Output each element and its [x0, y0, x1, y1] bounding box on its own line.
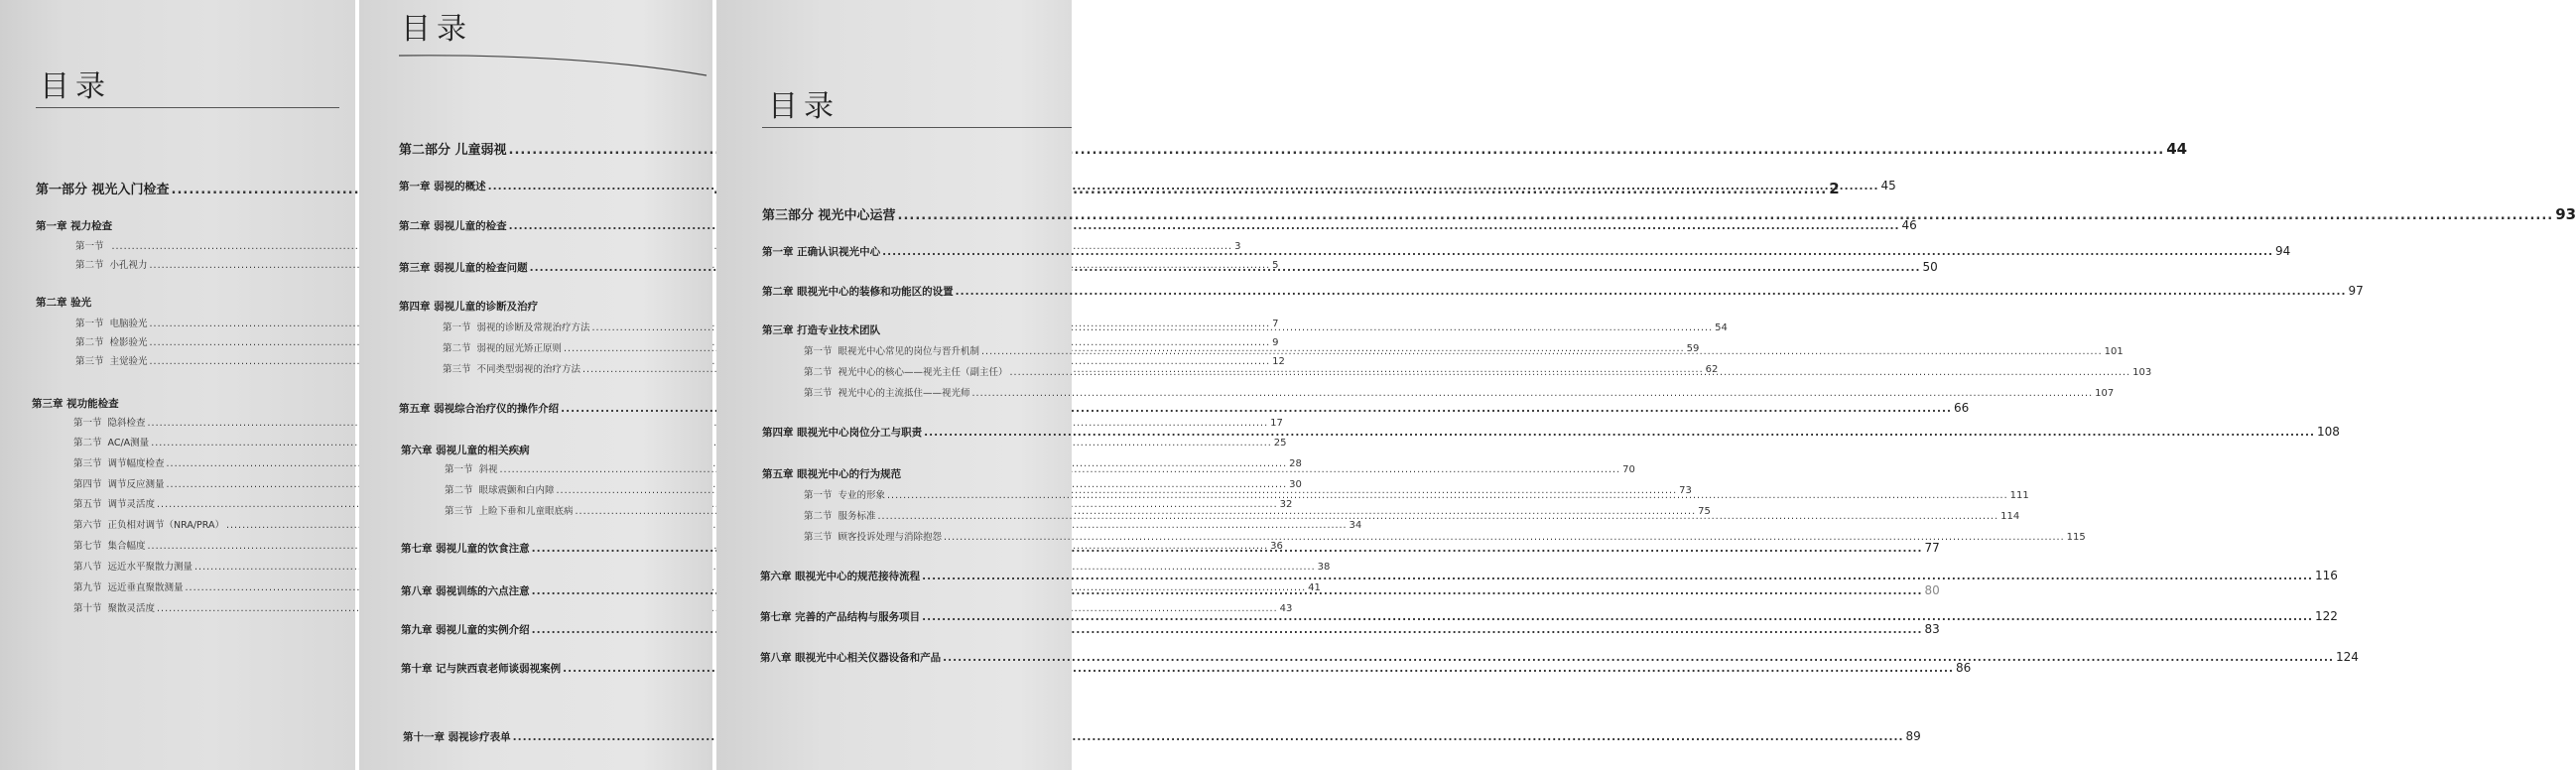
toc-chapter-heading[interactable]: [32, 396, 119, 411]
section-number: 第三节: [75, 356, 104, 367]
page-number: 30: [1289, 479, 1302, 490]
page-number: 43: [1279, 603, 1293, 614]
toc-part-entry[interactable]: [399, 139, 2188, 158]
dot-leader: [898, 208, 2554, 223]
section-number: 第一节: [804, 346, 833, 357]
toc-section-entry[interactable]: [73, 435, 1287, 449]
toc-chapter-entry[interactable]: [399, 260, 1938, 275]
toc-chapter-entry[interactable]: [760, 609, 2338, 624]
dot-leader: [882, 246, 2273, 258]
section-title: 斜视: [478, 464, 498, 475]
chapter-label: 第六章 弱视儿童的相关疾病: [401, 445, 530, 456]
dot-leader: [956, 286, 2347, 298]
section-title: 眼球震颤和白内障: [478, 485, 555, 496]
section-number: 第四节: [73, 479, 102, 490]
section-title: 远近垂直聚散测量: [107, 582, 184, 593]
chapter-label: 第十一章 弱视诊疗表单: [403, 731, 511, 743]
section-title: 专业的形象: [837, 490, 886, 501]
section-number: 第三节: [73, 458, 102, 469]
page-number: 62: [1705, 364, 1719, 375]
section-number: 第二节: [443, 343, 471, 354]
page-number: 32: [1279, 499, 1293, 510]
page-number: 80: [1924, 583, 1940, 597]
dot-leader: [972, 388, 2094, 399]
page-title: 目录: [401, 12, 472, 47]
section-number: 第三节: [443, 364, 471, 375]
section-title: 电脑验光: [109, 319, 148, 329]
section-title: 主觉验光: [109, 356, 148, 367]
chapter-label: 第八章 眼视光中心相关仪器设备和产品: [760, 652, 942, 664]
toc-section-entry[interactable]: [73, 600, 1293, 614]
chapter-label: 第三章 打造专业技术团队: [762, 324, 881, 336]
page-number: 93: [2555, 205, 2576, 223]
section-title: 不同类型弱视的治疗方法: [476, 364, 581, 375]
chapter-label: 第一章 正确认识视光中心: [762, 246, 881, 258]
page-number: 54: [1715, 322, 1728, 333]
section-title: 聚散灵活度: [107, 603, 156, 614]
section-title: 上睑下垂和儿童眼底病: [478, 506, 574, 517]
page-number: 122: [2315, 609, 2338, 623]
page-number: 36: [1270, 541, 1283, 552]
toc-chapter-entry[interactable]: [401, 661, 1972, 676]
chapter-label: 第三章 视功能检查: [32, 398, 119, 410]
page-number: 83: [1924, 622, 1940, 636]
dot-leader: [887, 490, 2008, 501]
section-number: 第二节: [75, 337, 104, 348]
section-number: 第二节: [804, 367, 833, 378]
chapter-label: 第八章 弱视训练的六点注意: [401, 585, 530, 597]
page-number: 59: [1686, 343, 1700, 354]
section-title: 集合幅度: [107, 541, 146, 552]
page-number: 50: [1922, 260, 1938, 274]
page-number: 108: [2317, 425, 2340, 439]
toc-chapter-entry[interactable]: [762, 425, 2340, 440]
page-number: 38: [1317, 562, 1331, 573]
chapter-label: 第五章 弱视综合治疗仪的操作介绍: [399, 403, 560, 415]
dot-leader: [943, 652, 2334, 664]
section-title: 弱视的屈光矫正原则: [476, 343, 563, 354]
toc-section-entry[interactable]: [804, 385, 2115, 399]
section-title: 视光中心的主流抵住——视光师: [837, 388, 970, 399]
toc-section-entry[interactable]: [73, 517, 1362, 531]
page-number: 86: [1956, 661, 1972, 675]
toc-chapter-heading[interactable]: [36, 218, 112, 233]
toc-chapter-entry[interactable]: [762, 284, 2364, 299]
page-number: 94: [2275, 244, 2291, 258]
toc-chapter-heading[interactable]: [36, 295, 91, 310]
section-title: 远近水平聚散力测量: [107, 562, 193, 573]
section-number: 第一节: [75, 241, 104, 252]
toc-section-entry[interactable]: [73, 415, 1283, 429]
page-number: 89: [1905, 729, 1921, 743]
section-title: 眼视光中心常见的岗位与晋升机制: [837, 346, 980, 357]
page-number: 12: [1272, 356, 1285, 367]
title-divider: [36, 107, 339, 108]
toc-chapter-entry[interactable]: [401, 622, 1940, 637]
page-number: 116: [2315, 569, 2338, 582]
page-number: 115: [2066, 532, 2086, 543]
toc-chapter-entry[interactable]: [760, 650, 2359, 665]
page-title: 目录: [768, 89, 839, 124]
chapter-label: 第十章 记与陕西袁老师谈弱视案例: [401, 663, 562, 675]
page-number: 101: [2104, 346, 2124, 357]
title-divider: [359, 40, 712, 89]
toc-part-entry[interactable]: [762, 204, 2576, 223]
page-number: 34: [1349, 520, 1362, 531]
dot-leader: [922, 571, 2313, 582]
toc-section-entry[interactable]: [73, 559, 1331, 573]
chapter-label: 第四章 眼视光中心岗位分工与职责: [762, 427, 923, 439]
section-number: 第五节: [73, 499, 102, 510]
toc-section-entry[interactable]: [75, 334, 1279, 348]
chapter-label: 第二章 验光: [36, 297, 92, 309]
dot-leader: [944, 532, 2065, 543]
page-number: 46: [1901, 218, 1917, 232]
part-label: 第三部分 视光中心运营: [762, 208, 896, 223]
chapter-label: 第二章 弱视儿童的检查: [399, 220, 507, 232]
section-title: 隐斜检查: [107, 418, 146, 429]
page-number: 114: [2000, 511, 2020, 522]
page-number: 75: [1698, 506, 1711, 517]
dot-leader: [878, 511, 1999, 522]
page-number: 124: [2336, 650, 2359, 664]
section-title: 调节灵活度: [107, 499, 156, 510]
page-number: 97: [2348, 284, 2364, 298]
toc-chapter-entry[interactable]: [762, 244, 2291, 259]
section-title: 小孔视力: [109, 260, 148, 271]
page-title: 目录: [40, 69, 111, 104]
section-number: 第十节: [73, 603, 102, 614]
page-number: 77: [1924, 541, 1940, 555]
page-number: 66: [1954, 401, 1970, 415]
section-number: 第八节: [73, 562, 102, 573]
section-number: 第二节: [75, 260, 104, 271]
page-number: 28: [1289, 458, 1302, 469]
section-number: 第一节: [73, 418, 102, 429]
page-number: 111: [2009, 490, 2029, 501]
toc-section-entry[interactable]: [804, 529, 2086, 543]
toc-chapter-entry[interactable]: [399, 179, 1896, 193]
section-title: 调节幅度检查: [107, 458, 165, 469]
toc-section-entry[interactable]: [73, 496, 1293, 510]
toc-chapter-entry[interactable]: [403, 729, 1921, 744]
toc-section-entry[interactable]: [73, 455, 1302, 469]
page-number: 44: [2166, 140, 2188, 158]
section-number: 第三节: [445, 506, 473, 517]
section-number: 第一节: [804, 490, 833, 501]
page-number: 41: [1308, 582, 1321, 593]
section-number: 第七节: [73, 541, 102, 552]
section-title: 服务标准: [837, 511, 876, 522]
toc-chapter-heading[interactable]: [762, 466, 901, 481]
section-title: 调节反应测量: [107, 479, 165, 490]
section-title: AC/A测量: [107, 438, 150, 449]
chapter-label: 第二章 眼视光中心的装修和功能区的设置: [762, 286, 954, 298]
page-number: 25: [1273, 438, 1287, 449]
section-number: 第一节: [445, 464, 473, 475]
page-number: 45: [1880, 179, 1896, 192]
toc-chapter-heading[interactable]: [401, 443, 530, 457]
part-label: 第一部分 视光入门检查: [36, 183, 170, 197]
section-title: 弱视的诊断及常规治疗方法: [476, 322, 590, 333]
toc-section-entry[interactable]: [75, 353, 1285, 367]
page-number: 70: [1622, 464, 1635, 475]
dot-leader: [924, 427, 2315, 439]
page-number: 107: [2095, 388, 2115, 399]
section-title: 视光中心的核心——视光主任（副主任）: [837, 367, 1008, 378]
section-number: 第六节: [73, 520, 102, 531]
page-number: 7: [1272, 319, 1279, 329]
part-label: 第二部分 儿童弱视: [399, 143, 507, 158]
chapter-label: 第七章 弱视儿童的饮食注意: [401, 543, 530, 555]
chapter-label: 第三章 弱视儿童的检查问题: [399, 262, 528, 274]
page-number: 17: [1270, 418, 1283, 429]
section-title: 正负相对调节（NRA/PRA）: [107, 520, 224, 531]
page-number: 9: [1272, 337, 1279, 348]
toc-chapter-entry[interactable]: [760, 569, 2338, 583]
title-divider: [762, 127, 1072, 128]
section-title: 检影验光: [109, 337, 148, 348]
dot-leader: [981, 346, 2103, 357]
toc-chapter-heading[interactable]: [399, 299, 538, 314]
page-number: 2: [1829, 180, 1840, 197]
page-number: 103: [2132, 367, 2152, 378]
page-number: 5: [1272, 260, 1279, 271]
dot-leader: [1010, 367, 2131, 378]
chapter-label: 第四章 弱视儿童的诊断及治疗: [399, 301, 539, 313]
toc-chapter-entry[interactable]: [399, 218, 1917, 233]
section-number: 第二节: [73, 438, 102, 449]
dot-leader: [488, 181, 1879, 192]
section-number: 第一节: [443, 322, 471, 333]
chapter-label: 第一章 视力检查: [36, 220, 113, 232]
chapter-label: 第五章 眼视光中心的行为规范: [762, 468, 902, 480]
page-number: 3: [1234, 241, 1241, 252]
section-number: 第二节: [804, 511, 833, 522]
dot-leader: [922, 611, 2313, 623]
page-number: 73: [1679, 485, 1692, 496]
section-number: 第三节: [804, 388, 833, 399]
section-number: 第九节: [73, 582, 102, 593]
section-number: 第一节: [75, 319, 104, 329]
section-number: 第二节: [445, 485, 473, 496]
chapter-label: 第九章 弱视儿童的实例介绍: [401, 624, 530, 636]
chapter-label: 第七章 完善的产品结构与服务项目: [760, 611, 921, 623]
toc-chapter-heading[interactable]: [762, 322, 880, 337]
chapter-label: 第六章 眼视光中心的规范接待流程: [760, 571, 921, 582]
toc-section-entry[interactable]: [73, 476, 1302, 490]
toc-chapter-entry[interactable]: [399, 401, 1970, 416]
section-number: 第三节: [804, 532, 833, 543]
chapter-label: 第一章 弱视的概述: [399, 181, 486, 192]
section-title: 顾客投诉处理与消除抱怨: [837, 532, 943, 543]
